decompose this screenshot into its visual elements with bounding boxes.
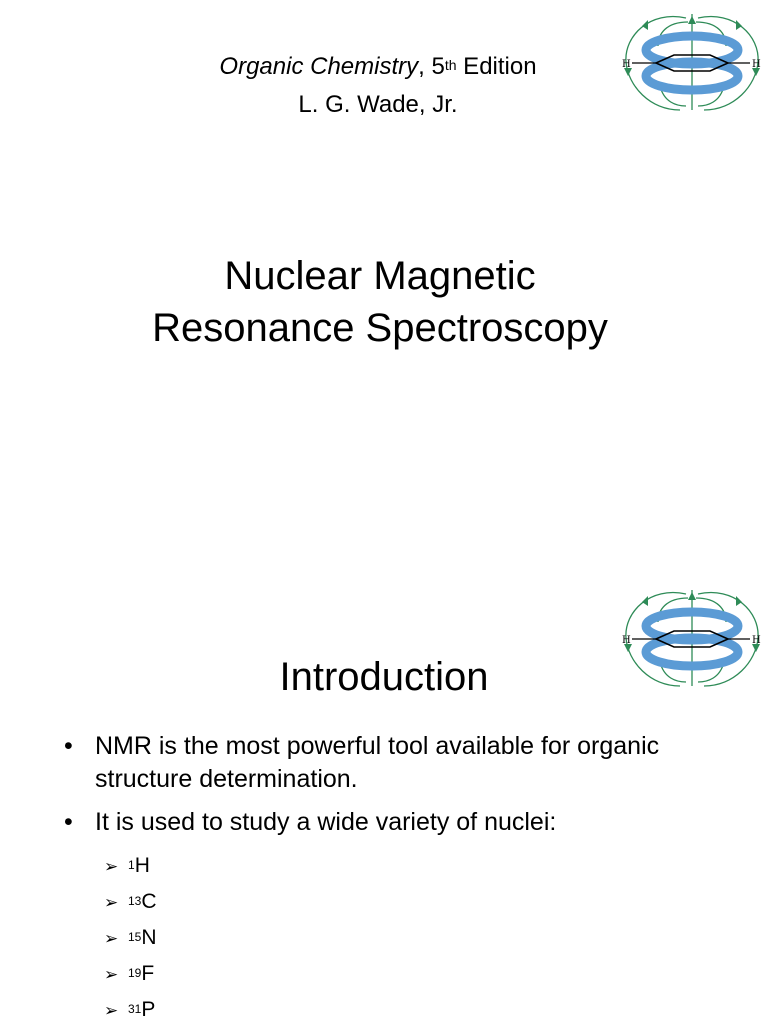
nuclei-list bbox=[104, 848, 157, 1024]
field-arrow bbox=[736, 596, 742, 606]
mass-number: 1 bbox=[128, 858, 135, 872]
mass-number: 13 bbox=[128, 894, 142, 908]
bullet-text: It is used to study a wide variety of nuclei: bbox=[95, 808, 557, 836]
element-symbol: F bbox=[141, 962, 155, 985]
mass-number: 19 bbox=[128, 966, 142, 980]
slide-title-line-1: Nuclear Magnetic bbox=[224, 254, 536, 298]
hydrogen-label-left: H bbox=[622, 59, 631, 70]
nucleus-item-h bbox=[104, 848, 157, 884]
book-title: Organic Chemistry bbox=[219, 53, 419, 80]
bullet-icon: • bbox=[64, 808, 73, 836]
benzene-ring-current-icon bbox=[620, 582, 764, 694]
element-symbol: H bbox=[134, 854, 150, 877]
nucleus-item-c bbox=[104, 884, 157, 920]
arrow-bullet-icon: ➢ bbox=[104, 857, 119, 876]
element-symbol: C bbox=[141, 890, 157, 913]
field-arrow bbox=[642, 596, 648, 606]
slide-title bbox=[0, 250, 760, 354]
benzene-ring-current-icon bbox=[620, 6, 764, 118]
field-arrow bbox=[642, 20, 648, 30]
bullet-icon: • bbox=[64, 732, 73, 760]
mass-number: 15 bbox=[128, 930, 142, 944]
arrow-bullet-icon: ➢ bbox=[104, 1001, 119, 1020]
edition-ordinal: th bbox=[444, 57, 457, 73]
bullet-item bbox=[64, 806, 724, 839]
nucleus-item-f bbox=[104, 956, 157, 992]
field-arrow bbox=[736, 20, 742, 30]
arrow-bullet-icon: ➢ bbox=[104, 893, 119, 912]
edition-number: , 5 bbox=[418, 53, 445, 80]
hydrogen-label-right: H bbox=[752, 635, 761, 646]
mass-number: 31 bbox=[128, 1002, 142, 1016]
element-symbol: P bbox=[141, 998, 156, 1021]
nucleus-item-n bbox=[104, 920, 157, 956]
nucleus-item-p bbox=[104, 992, 157, 1024]
arrow-bullet-icon: ➢ bbox=[104, 965, 119, 984]
hydrogen-label-left: H bbox=[622, 635, 631, 646]
edition-word: Edition bbox=[456, 53, 537, 80]
bullet-list bbox=[64, 730, 724, 849]
bullet-item bbox=[64, 730, 724, 796]
book-author: L. G. Wade, Jr. bbox=[298, 91, 458, 118]
slide-title: Introduction bbox=[279, 655, 489, 699]
bullet-text: NMR is the most powerful tool available for organic structure determination. bbox=[95, 732, 660, 793]
slide-title-line-2: Resonance Spectroscopy bbox=[152, 306, 608, 350]
hydrogen-label-right: H bbox=[752, 59, 761, 70]
field-arrow bbox=[688, 16, 696, 24]
element-symbol: N bbox=[141, 926, 157, 949]
arrow-bullet-icon: ➢ bbox=[104, 929, 119, 948]
field-arrow bbox=[688, 592, 696, 600]
